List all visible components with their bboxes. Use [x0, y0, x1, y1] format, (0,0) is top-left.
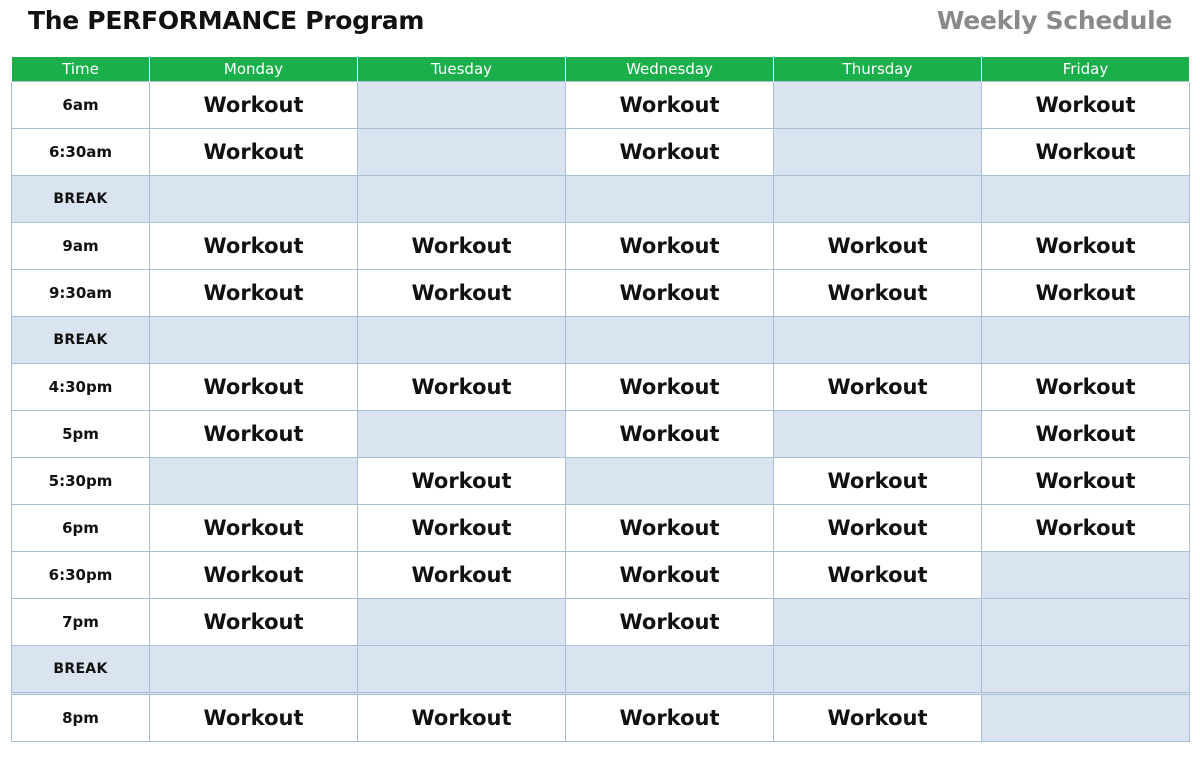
slot-cell-wednesday: Workout: [566, 552, 774, 599]
slot-cell-friday: [982, 552, 1190, 599]
slot-cell-wednesday: Workout: [566, 599, 774, 646]
slot-cell-wednesday: [566, 176, 774, 223]
page-title: The PERFORMANCE Program: [28, 6, 425, 35]
column-header-monday: Monday: [150, 57, 358, 82]
slot-cell-friday: Workout: [982, 129, 1190, 176]
slot-cell-friday: [982, 646, 1190, 694]
schedule-body: [12, 82, 1190, 742]
table-row: [12, 599, 1190, 646]
table-row: [12, 505, 1190, 552]
slot-cell-monday: [150, 317, 358, 364]
slot-cell-thursday: Workout: [774, 270, 982, 317]
slot-cell-wednesday: Workout: [566, 364, 774, 411]
column-header-wednesday: Wednesday: [566, 57, 774, 82]
slot-cell-thursday: [774, 599, 982, 646]
slot-cell-wednesday: Workout: [566, 411, 774, 458]
table-row: [12, 82, 1190, 129]
slot-cell-monday: Workout: [150, 82, 358, 129]
slot-cell-friday: Workout: [982, 82, 1190, 129]
slot-cell-tuesday: Workout: [358, 505, 566, 552]
table-row: [12, 364, 1190, 411]
slot-cell-wednesday: Workout: [566, 270, 774, 317]
slot-cell-friday: Workout: [982, 458, 1190, 505]
table-row: [12, 411, 1190, 458]
slot-cell-thursday: [774, 646, 982, 694]
slot-cell-thursday: [774, 411, 982, 458]
page-subtitle: Weekly Schedule: [936, 6, 1172, 35]
table-row: [12, 458, 1190, 505]
slot-cell-monday: Workout: [150, 505, 358, 552]
table-row: [12, 552, 1190, 599]
time-cell: 9:30am: [12, 270, 150, 317]
table-row: [12, 223, 1190, 270]
time-cell: 5:30pm: [12, 458, 150, 505]
slot-cell-tuesday: [358, 317, 566, 364]
slot-cell-thursday: Workout: [774, 552, 982, 599]
slot-cell-monday: [150, 176, 358, 223]
time-cell: 6pm: [12, 505, 150, 552]
slot-cell-wednesday: Workout: [566, 223, 774, 270]
break-label: BREAK: [12, 317, 150, 364]
slot-cell-wednesday: Workout: [566, 505, 774, 552]
time-cell: 9am: [12, 223, 150, 270]
slot-cell-wednesday: Workout: [566, 694, 774, 742]
column-header-thursday: Thursday: [774, 57, 982, 82]
slot-cell-monday: [150, 458, 358, 505]
slot-cell-monday: Workout: [150, 552, 358, 599]
slot-cell-wednesday: Workout: [566, 129, 774, 176]
slot-cell-tuesday: [358, 599, 566, 646]
slot-cell-tuesday: [358, 411, 566, 458]
slot-cell-tuesday: Workout: [358, 270, 566, 317]
time-cell: 4:30pm: [12, 364, 150, 411]
slot-cell-tuesday: Workout: [358, 694, 566, 742]
slot-cell-friday: [982, 694, 1190, 742]
header-row: [12, 57, 1190, 82]
time-cell: 6:30pm: [12, 552, 150, 599]
table-row: [12, 129, 1190, 176]
break-label: BREAK: [12, 646, 150, 694]
column-header-tuesday: Tuesday: [358, 57, 566, 82]
time-cell: 6:30am: [12, 129, 150, 176]
slot-cell-monday: Workout: [150, 694, 358, 742]
slot-cell-friday: Workout: [982, 505, 1190, 552]
slot-cell-tuesday: [358, 176, 566, 223]
slot-cell-monday: Workout: [150, 411, 358, 458]
break-row: [12, 646, 1190, 694]
slot-cell-thursday: [774, 317, 982, 364]
slot-cell-thursday: [774, 129, 982, 176]
table-row: [12, 694, 1190, 742]
slot-cell-friday: Workout: [982, 223, 1190, 270]
slot-cell-thursday: Workout: [774, 505, 982, 552]
slot-cell-thursday: Workout: [774, 364, 982, 411]
slot-cell-friday: [982, 317, 1190, 364]
slot-cell-thursday: Workout: [774, 458, 982, 505]
slot-cell-monday: [150, 646, 358, 694]
slot-cell-monday: Workout: [150, 364, 358, 411]
slot-cell-wednesday: [566, 646, 774, 694]
table-row: [12, 270, 1190, 317]
break-row: [12, 317, 1190, 364]
slot-cell-tuesday: Workout: [358, 223, 566, 270]
slot-cell-tuesday: Workout: [358, 364, 566, 411]
time-cell: 7pm: [12, 599, 150, 646]
slot-cell-tuesday: Workout: [358, 552, 566, 599]
slot-cell-friday: Workout: [982, 364, 1190, 411]
slot-cell-wednesday: [566, 317, 774, 364]
slot-cell-tuesday: [358, 82, 566, 129]
slot-cell-tuesday: [358, 646, 566, 694]
slot-cell-tuesday: [358, 129, 566, 176]
slot-cell-thursday: [774, 82, 982, 129]
slot-cell-thursday: Workout: [774, 694, 982, 742]
slot-cell-thursday: Workout: [774, 223, 982, 270]
slot-cell-friday: [982, 599, 1190, 646]
slot-cell-thursday: [774, 176, 982, 223]
slot-cell-wednesday: [566, 458, 774, 505]
time-cell: 8pm: [12, 694, 150, 742]
slot-cell-tuesday: Workout: [358, 458, 566, 505]
slot-cell-friday: [982, 176, 1190, 223]
slot-cell-friday: Workout: [982, 411, 1190, 458]
slot-cell-friday: Workout: [982, 270, 1190, 317]
column-header-friday: Friday: [982, 57, 1190, 82]
column-header-time: Time: [12, 57, 150, 82]
time-cell: 5pm: [12, 411, 150, 458]
slot-cell-monday: Workout: [150, 270, 358, 317]
schedule-table: [11, 57, 1190, 742]
break-label: BREAK: [12, 176, 150, 223]
slot-cell-monday: Workout: [150, 599, 358, 646]
slot-cell-monday: Workout: [150, 223, 358, 270]
slot-cell-monday: Workout: [150, 129, 358, 176]
break-row: [12, 176, 1190, 223]
slot-cell-wednesday: Workout: [566, 82, 774, 129]
time-cell: 6am: [12, 82, 150, 129]
